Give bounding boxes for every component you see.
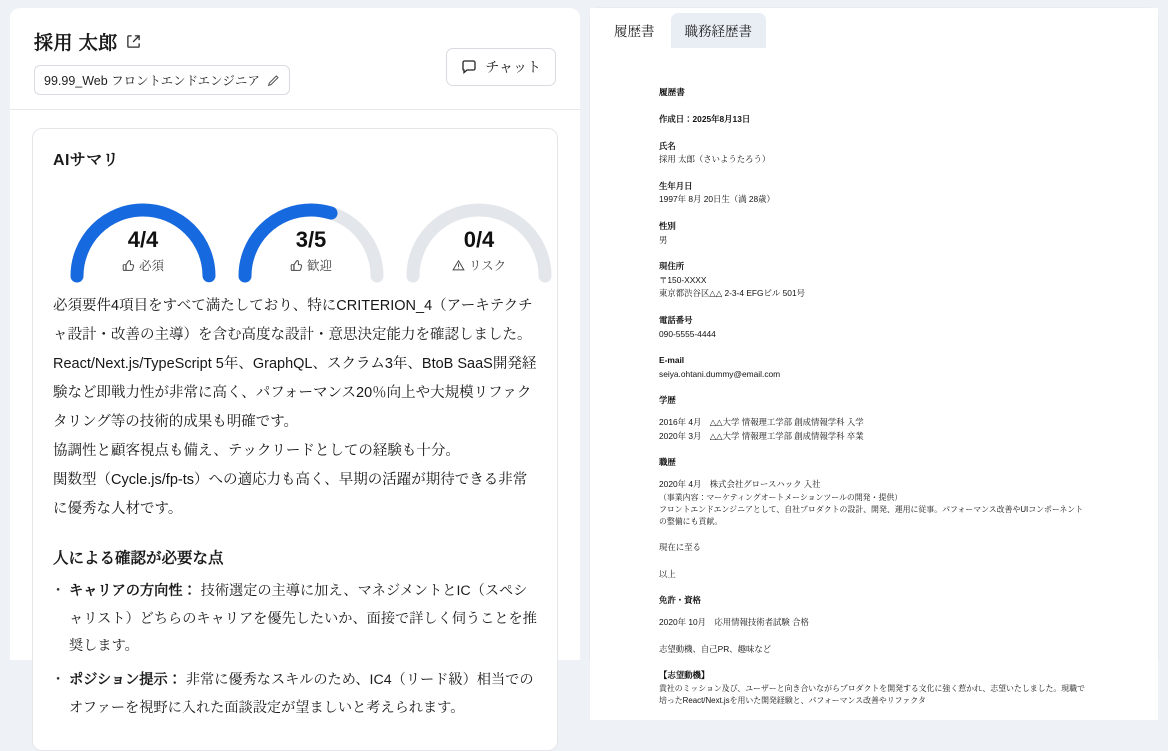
pencil-icon[interactable] — [267, 74, 280, 87]
document-viewer[interactable] — [590, 48, 1158, 720]
doc-value: 2020年 3月 △△大学 情報理工学部 創成情報学科 卒業 — [659, 430, 864, 441]
doc-title-block — [659, 86, 1089, 100]
gauge-risk-text — [395, 228, 563, 277]
candidate-header — [10, 8, 580, 110]
summary-paragraph-3: 協調性と顧客視点も備え、テックリードとしての経験も十分。 — [53, 443, 460, 459]
ai-summary-body — [10, 110, 580, 751]
job-tag-label: 99.99_Web フロントエンドエンジニア — [44, 74, 260, 88]
doc-section-address — [659, 260, 1089, 301]
gauge-required-score: 4/4 — [127, 227, 159, 252]
gauge-risk-score: 0/4 — [463, 227, 495, 252]
ai-summary-card — [32, 128, 558, 751]
doc-section-work — [659, 456, 1089, 528]
tab-shokumu-keirekisho[interactable]: 職務経歴書 — [671, 13, 767, 48]
gauge-welcome-text — [227, 228, 395, 277]
external-link-icon[interactable] — [126, 34, 141, 49]
summary-paragraph-1: 必須要件4項目をすべて満たしており、特にCRITERION_4（アーキテクチャ設計・改善の主導）を含む高度な設計・意思決定能力を確認しました。 — [53, 298, 533, 343]
gauge-required — [59, 186, 227, 282]
doc-section-phone — [659, 314, 1089, 341]
doc-section-license — [659, 594, 1089, 629]
doc-created-date: 作成日：2025年8月13日 — [659, 113, 751, 124]
doc-section-motivation — [659, 669, 1089, 707]
list-item — [53, 578, 537, 661]
check-item-2-text: 非常に優秀なスキルのため、IC4（リード級）相当でのオファーを視野に入れた面談設定が望ましいと考えられます。 — [69, 672, 534, 716]
doc-section-education — [659, 394, 1089, 443]
doc-created-block — [659, 113, 1089, 127]
doc-label: 性別 — [659, 220, 676, 231]
check-item-1-text: 技術選定の主導に加え、マネジメントとIC（スペシャリスト）どちらのキャリアを優先したいか、面接で詳しく伺うことを推奨します。 — [69, 583, 537, 655]
doc-section-end — [659, 568, 1089, 582]
chat-button[interactable] — [446, 48, 556, 86]
thumbs-up-icon — [290, 259, 303, 272]
gauge-required-label: 必須 — [138, 259, 164, 274]
summary-paragraph-4: 関数型（Cycle.js/fp-ts）への適応力も高く、早期の活躍が期待できる非常に優秀な人材です。 — [53, 472, 528, 517]
human-check-title: 人による確認が必要な点 — [53, 550, 224, 567]
tab-rirekisho[interactable]: 履歴書 — [600, 13, 669, 48]
doc-label: 電話番号 — [659, 315, 693, 326]
page-title: 採用 太郎 — [34, 33, 118, 54]
list-item — [53, 667, 537, 722]
gauge-required-label-row — [122, 256, 164, 274]
doc-section-birth — [659, 180, 1089, 207]
doc-label: 現住所 — [659, 261, 685, 272]
gauge-risk — [395, 186, 563, 282]
doc-value: 2016年 4月 △△大学 情報理工学部 創成情報学科 入学 — [659, 417, 864, 428]
warning-triangle-icon — [452, 259, 465, 272]
doc-label: 氏名 — [659, 140, 676, 151]
thumbs-up-icon — [122, 259, 135, 272]
chat-button-label: チャット — [485, 59, 541, 75]
candidate-panel — [10, 8, 580, 716]
doc-value: 1997年 8月 20日生（満 28歳） — [659, 194, 775, 205]
doc-value: 〒150-XXXX — [659, 274, 707, 285]
ai-summary-title: AIサマリ — [53, 152, 120, 169]
doc-value: 採用 太郎（さいようたろう） — [659, 154, 771, 165]
doc-label: 生年月日 — [659, 180, 693, 191]
gauge-welcome-label: 歓迎 — [306, 259, 332, 274]
doc-value: 現在に至る — [659, 542, 701, 553]
doc-label: 志望動機、自己PR、趣味など — [659, 643, 772, 654]
doc-label: E-mail — [659, 355, 685, 366]
gauge-risk-label: リスク — [468, 259, 507, 274]
doc-value: （事業内容：マーケティングオートメーションツールの開発・提供） — [659, 492, 903, 502]
check-item-2-label: ポジション提示： — [69, 672, 182, 689]
document-panel — [590, 8, 1158, 706]
doc-value: フロントエンドエンジニアとして、自社プロダクトの設計、開発、運用に従事。パフォーマンス改善やUIコンポーネントの整備にも貢献。 — [659, 504, 1084, 526]
doc-label: 【志望動機】 — [659, 670, 710, 681]
doc-section-pr-heading — [659, 643, 1089, 657]
gauge-welcome — [227, 186, 395, 282]
doc-value: 以上 — [659, 568, 676, 579]
job-tag[interactable] — [34, 65, 290, 95]
doc-section-name — [659, 140, 1089, 167]
doc-value: 男 — [659, 234, 668, 245]
ai-summary-text — [53, 292, 537, 524]
gauge-group — [53, 176, 537, 288]
check-item-1-label: キャリアの方向性： — [69, 583, 197, 599]
doc-title: 履歴書 — [659, 87, 685, 97]
doc-section-email — [659, 354, 1089, 381]
doc-section-present — [659, 541, 1089, 555]
doc-value: 貴社のミッション及び、ユーザーと向き合いながらプロダクトを開発する文化に強く惹かれ、志望いたしました。現職で培ったReact/Next.jsを用いた開発経験と、パフォーマンス改善やリファクタ — [659, 683, 1085, 706]
doc-value: 東京都渋谷区△△ 2-3-4 EFGビル 501号 — [659, 288, 805, 299]
doc-value: 090-5555-4444 — [659, 328, 716, 339]
doc-label: 免許・資格 — [659, 595, 701, 606]
resume-document — [659, 68, 1089, 720]
gauge-risk-label-row — [452, 256, 506, 274]
human-check-list — [53, 578, 537, 722]
gauge-welcome-score: 3/5 — [295, 227, 327, 252]
gauge-required-text — [59, 228, 227, 277]
chat-bubble-icon — [461, 59, 477, 75]
doc-value: 2020年 4月 株式会社グロースハック 入社 — [659, 478, 821, 489]
gauge-welcome-label-row — [290, 256, 332, 274]
summary-paragraph-2: React/Next.js/TypeScript 5年、GraphQL、スクラム3年、BtoB SaaS開発経験など即戦力性が非常に高く、パフォーマンス20％向上や大規模リファクタリング等の技術的成果も明確です。 — [53, 356, 537, 430]
doc-label: 職歴 — [659, 457, 676, 468]
doc-section-gender — [659, 220, 1089, 247]
doc-value: 2020年 10月 応用情報技術者試験 合格 — [659, 617, 809, 628]
doc-value: seiya.ohtani.dummy@email.com — [659, 368, 781, 379]
document-tabs — [590, 8, 1158, 48]
doc-label: 学歴 — [659, 395, 676, 406]
